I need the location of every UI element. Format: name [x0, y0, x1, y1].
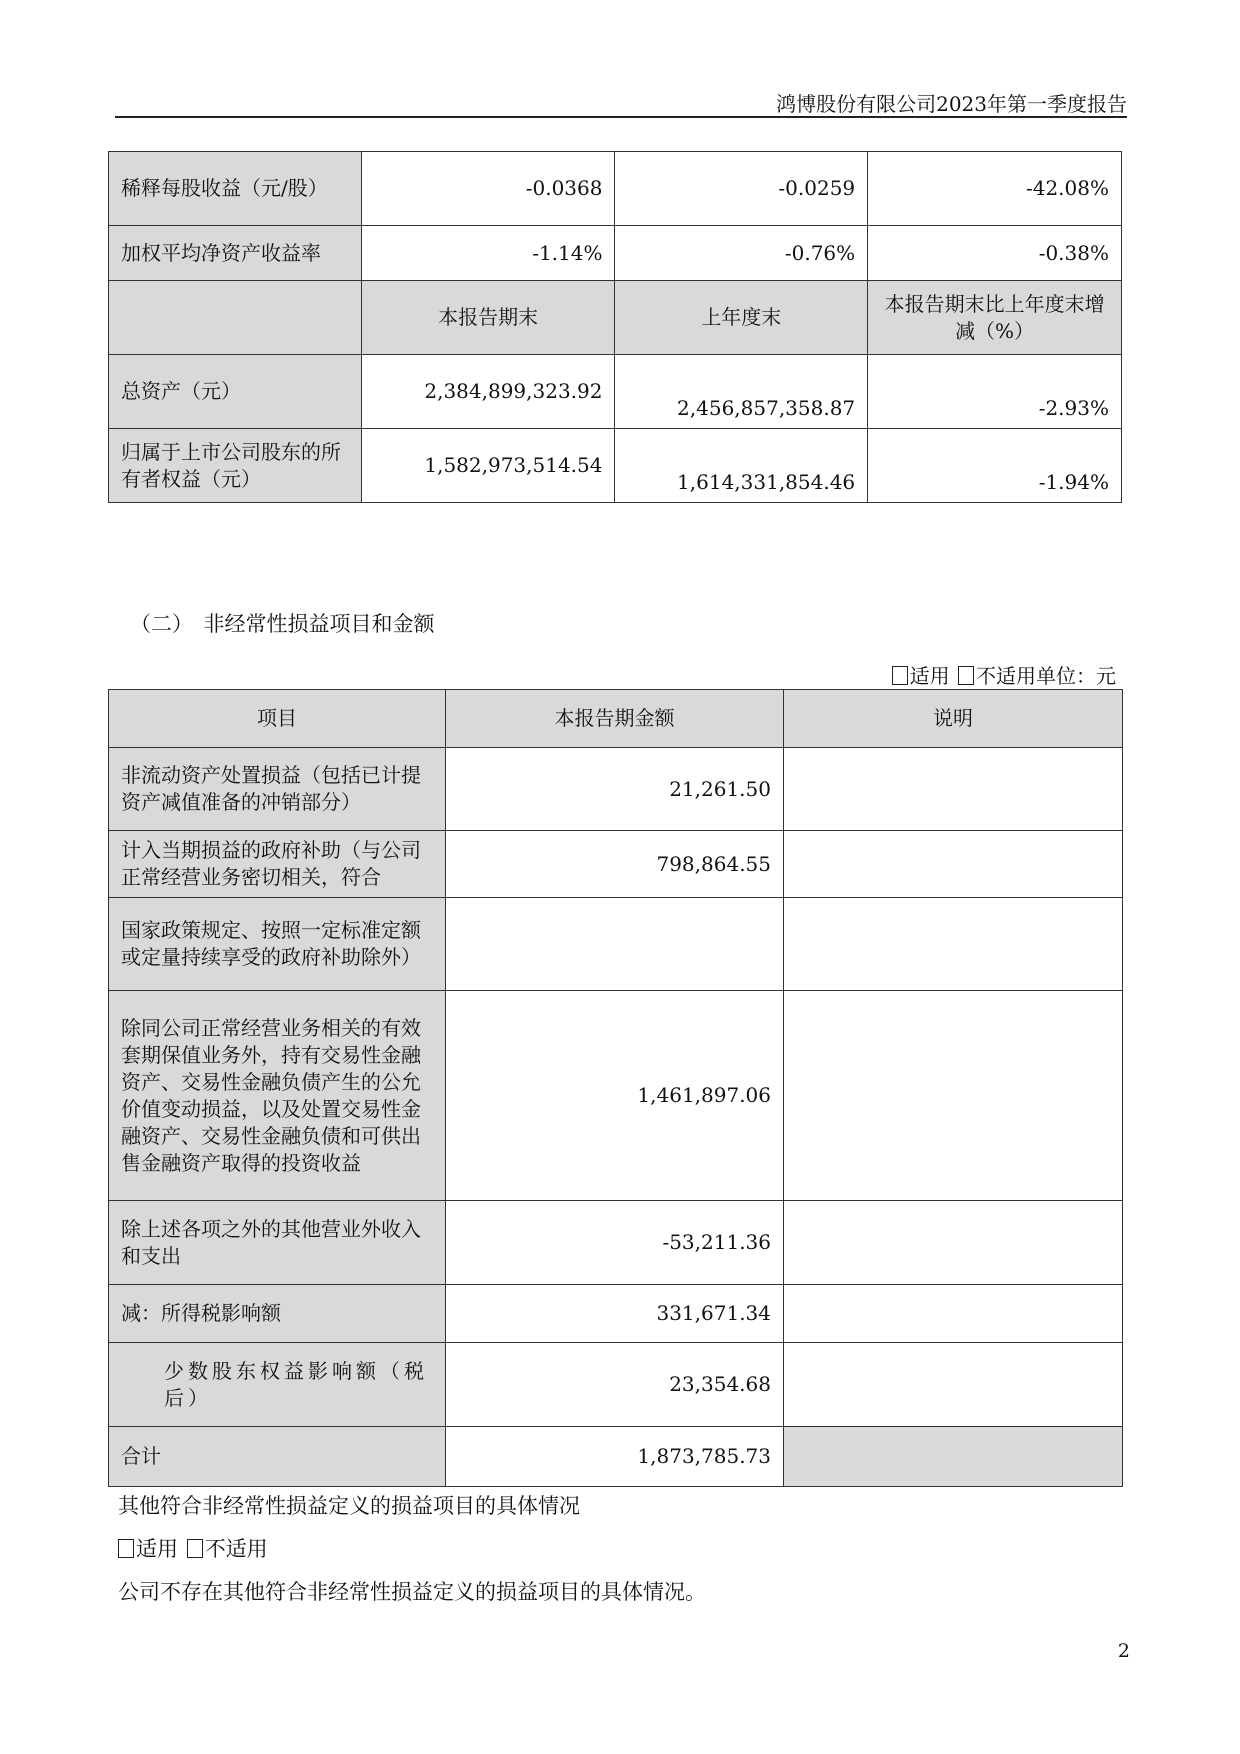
- note-value: [784, 1285, 1123, 1343]
- applicable-checkbox[interactable]: [892, 666, 908, 685]
- amount-value: 23,354.68: [446, 1343, 784, 1427]
- applicable-label: 适用: [909, 664, 950, 688]
- item-label: 非流动资产处置损益（包括已计提资产减值准备的冲销部分）: [109, 748, 446, 831]
- table-row: [109, 898, 1123, 991]
- header-item: 项目: [109, 690, 446, 748]
- item-label: 国家政策规定、按照一定标准定额或定量持续享受的政府补助除外）: [109, 898, 446, 991]
- row-label: 归属于上市公司股东的所有者权益（元）: [109, 429, 362, 503]
- amount-value: 21,261.50: [446, 748, 784, 831]
- current-value: -1.14%: [361, 226, 615, 281]
- header-cell-empty: [109, 281, 362, 355]
- note-value: [784, 1343, 1123, 1427]
- not-applicable-checkbox[interactable]: [958, 666, 974, 685]
- current-value: 1,582,973,514.54: [361, 429, 615, 503]
- note-value: [784, 898, 1123, 991]
- current-value: -0.0368: [361, 152, 615, 226]
- table-row: [109, 355, 1122, 429]
- item-label: 合计: [109, 1427, 446, 1487]
- table-row: [109, 1201, 1123, 1285]
- change-value: -1.94%: [868, 429, 1122, 503]
- page-number: 2: [1117, 1640, 1130, 1662]
- table-header-row: [109, 690, 1123, 748]
- table-row: [109, 991, 1123, 1201]
- row-label: 加权平均净资产收益率: [109, 226, 362, 281]
- table-row-total: [109, 1427, 1123, 1487]
- other-items-statement: 公司不存在其他符合非经常性损益定义的损益项目的具体情况。: [118, 1580, 706, 1604]
- amount-value: 1,461,897.06: [446, 991, 784, 1201]
- amount-value: 331,671.34: [446, 1285, 784, 1343]
- header-note: 说明: [784, 690, 1123, 748]
- not-applicable-label: 不适用: [204, 1537, 268, 1561]
- page-header: [115, 86, 1127, 118]
- other-items-title: 其他符合非经常性损益定义的损益项目的具体情况: [118, 1494, 580, 1518]
- amount-value: -53,211.36: [446, 1201, 784, 1285]
- prior-value: 1,614,331,854.46: [615, 429, 868, 503]
- financial-indicators-table: [108, 151, 1122, 503]
- prior-value: 2,456,857,358.87: [615, 355, 868, 429]
- table-header-row: [109, 281, 1122, 355]
- note-value: [784, 991, 1123, 1201]
- note-value: [784, 1427, 1123, 1487]
- table-row: [109, 831, 1123, 898]
- note-value: [784, 748, 1123, 831]
- change-value: -42.08%: [868, 152, 1122, 226]
- prior-value: -0.76%: [615, 226, 868, 281]
- other-items-applicability: [118, 1533, 268, 1563]
- amount-value: [446, 898, 784, 991]
- change-value: -2.93%: [868, 355, 1122, 429]
- not-applicable-label: 不适用单位：元: [976, 664, 1116, 688]
- report-title: 鸿博股份有限公司2023年第一季度报告: [776, 92, 1127, 116]
- item-label: 少数股东权益影响额（税后）: [109, 1343, 446, 1427]
- non-recurring-items-table: [108, 689, 1123, 1487]
- row-label: 总资产（元）: [109, 355, 362, 429]
- amount-value: 798,864.55: [446, 831, 784, 898]
- item-label: 除上述各项之外的其他营业外收入和支出: [109, 1201, 446, 1285]
- row-label: 稀释每股收益（元/股）: [109, 152, 362, 226]
- header-cell-period-end: 本报告期末: [361, 281, 615, 355]
- note-value: [784, 1201, 1123, 1285]
- header-cell-change: 本报告期末比上年度末增减（%）: [868, 281, 1122, 355]
- header-cell-prior-year-end: 上年度末: [615, 281, 868, 355]
- item-label: 除同公司正常经营业务相关的有效套期保值业务外，持有交易性金融资产、交易性金融负债产生的公允价值变动损益，以及处置交易性金融资产、交易性金融负债和可供出售金融资产取得的投资收益: [109, 991, 446, 1201]
- item-label: 计入当期损益的政府补助（与公司正常经营业务密切相关，符合: [109, 831, 446, 898]
- applicability-line: [890, 660, 1116, 689]
- note-value: [784, 831, 1123, 898]
- applicable-checkbox[interactable]: [118, 1539, 134, 1558]
- item-label: 减：所得税影响额: [109, 1285, 446, 1343]
- amount-value: 1,873,785.73: [446, 1427, 784, 1487]
- table-row: [109, 429, 1122, 503]
- table-row: [109, 1343, 1123, 1427]
- table-row: [109, 226, 1122, 281]
- table-row: [109, 748, 1123, 831]
- change-value: -0.38%: [868, 226, 1122, 281]
- header-amount: 本报告期金额: [446, 690, 784, 748]
- not-applicable-checkbox[interactable]: [187, 1539, 203, 1558]
- section-title: （二） 非经常性损益项目和金额: [130, 612, 435, 636]
- table-row: [109, 1285, 1123, 1343]
- current-value: 2,384,899,323.92: [361, 355, 615, 429]
- applicable-label: 适用: [136, 1537, 178, 1561]
- prior-value: -0.0259: [615, 152, 868, 226]
- table-row: [109, 152, 1122, 226]
